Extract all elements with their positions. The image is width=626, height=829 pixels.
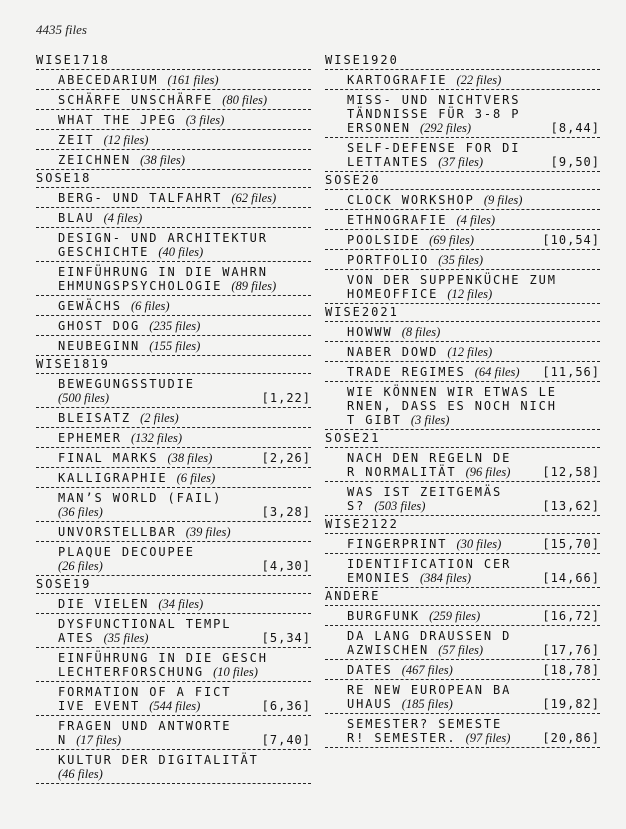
file-count: (69 files): [429, 233, 474, 247]
file-count: (235 files): [149, 319, 201, 333]
semester-group: [325, 516, 600, 588]
course-entry: [36, 109, 311, 129]
file-count: (64 files): [474, 365, 520, 379]
semester-heading: SOSE18: [36, 171, 92, 185]
page-range: [3,28]: [261, 505, 311, 519]
file-count: (132 files): [131, 431, 183, 445]
course-title: ABECEDARIUM: [58, 73, 159, 87]
page-range: [19,82]: [542, 697, 600, 711]
file-count: (38 files): [140, 153, 185, 167]
index-column: [325, 52, 600, 784]
course-title: RE NEW EUROPEAN BA UHAUS: [347, 683, 512, 711]
course-entry: [325, 659, 600, 679]
course-entry: [325, 713, 600, 748]
course-entry: [36, 467, 311, 487]
file-count: (155 files): [149, 339, 201, 353]
course-entry: [325, 89, 600, 137]
semester-heading: WISE1718: [36, 53, 110, 67]
course-title: DATES: [347, 663, 393, 677]
course-entry: [36, 261, 311, 295]
course-title: VON DER SUPPENKÜCHE ZUM HOMEOFFICE: [347, 273, 557, 301]
page-range: [14,66]: [542, 571, 600, 585]
file-count: (292 files): [420, 121, 472, 135]
file-count: (384 files): [420, 571, 472, 585]
course-entry: [36, 129, 311, 149]
file-count: (17 files): [76, 733, 122, 747]
course-title: BURGFUNK: [347, 609, 420, 623]
file-count: (12 files): [447, 345, 493, 359]
file-count: (6 files): [131, 299, 170, 313]
course-title: ETHNOGRAFIE: [347, 213, 448, 227]
course-title: BLEISATZ: [58, 411, 131, 425]
course-title: NABER DOWD: [347, 345, 439, 359]
course-title: DYSFUNCTIONAL TEMPL ATES: [58, 617, 232, 645]
course-title: NEUBEGINN: [58, 339, 141, 353]
semester-group: [325, 588, 600, 748]
course-entry: [325, 625, 600, 659]
course-title: SCHÄRFE UNSCHÄRFE: [58, 93, 214, 107]
course-title: PLAQUE DECOUPEE: [58, 545, 195, 559]
semester-heading: SOSE19: [36, 577, 92, 591]
course-entry: [36, 593, 311, 613]
page-range: [20,86]: [542, 731, 600, 745]
file-count: (89 files): [231, 279, 277, 293]
course-entry: [36, 681, 311, 715]
course-entry: [36, 69, 311, 89]
course-title: DA LANG DRAUSSEN D AZWISCHEN: [347, 629, 512, 657]
course-entry: [325, 361, 600, 381]
semester-heading: WISE1920: [325, 53, 399, 67]
course-entry: [325, 269, 600, 304]
index-column: [36, 52, 311, 784]
course-title: GEWÄCHS: [58, 299, 122, 313]
course-title: NACH DEN REGELN DE R NORMALITÄT: [347, 451, 512, 479]
file-count: (12 files): [103, 133, 149, 147]
semester-group: [325, 52, 600, 172]
file-count: (4 files): [456, 213, 496, 227]
course-entry: [36, 749, 311, 784]
course-entry: [325, 381, 600, 430]
course-title: DIE VIELEN: [58, 597, 150, 611]
course-entry: [36, 187, 311, 207]
semester-group: [36, 52, 311, 170]
file-count: (46 files): [58, 767, 103, 781]
course-entry: [325, 229, 600, 249]
course-title: KARTOGRAFIE: [347, 73, 448, 87]
course-title: MAN’S WORLD (FAIL): [58, 491, 223, 505]
file-count: (38 files): [167, 451, 213, 465]
course-title: DESIGN- UND ARCHITEKTUR GESCHICHTE: [58, 231, 268, 259]
course-title: FRAGEN UND ANTWORTE N: [58, 719, 232, 747]
page-range: [18,78]: [542, 663, 600, 677]
course-entry: [325, 679, 600, 713]
course-entry: [36, 315, 311, 335]
file-count: (2 files): [140, 411, 179, 425]
course-entry: [325, 447, 600, 481]
course-entry: [36, 407, 311, 427]
semester-group: [36, 170, 311, 356]
course-entry: [36, 149, 311, 170]
course-entry: [36, 427, 311, 447]
course-entry: [36, 89, 311, 109]
course-entry: [325, 341, 600, 361]
course-title: GHOST DOG: [58, 319, 141, 333]
page-range: [8,44]: [550, 121, 600, 135]
course-title: SEMESTER? SEMESTE R! SEMESTER.: [347, 717, 503, 745]
page-range: [11,56]: [542, 365, 600, 379]
course-title: BLAU: [58, 211, 95, 225]
semester-group: [325, 172, 600, 304]
semester-group: [36, 356, 311, 576]
index-columns: [36, 52, 626, 784]
file-count: (503 files): [374, 499, 426, 513]
semester-group: [325, 304, 600, 430]
file-count: (3 files): [410, 413, 450, 427]
course-title: BEWEGUNGSSTUDIE: [58, 377, 195, 391]
file-count: (97 files): [465, 731, 511, 745]
semester-heading: SOSE21: [325, 431, 381, 445]
course-entry: [325, 69, 600, 89]
course-entry: [325, 189, 600, 209]
course-entry: [36, 613, 311, 647]
semester-heading: WISE2021: [325, 305, 399, 319]
course-title: ZEIT: [58, 133, 95, 147]
file-count: (22 files): [456, 73, 502, 87]
total-files: 4435 files: [36, 22, 87, 37]
file-count: (9 files): [483, 193, 523, 207]
file-count: (10 files): [213, 665, 258, 679]
course-title: WAS IST ZEITGEMÄS S?: [347, 485, 503, 513]
course-entry: [36, 335, 311, 356]
file-count: (3 files): [185, 113, 225, 127]
file-count: (34 files): [158, 597, 204, 611]
course-title: WHAT THE JPEG: [58, 113, 177, 127]
course-entry: [36, 227, 311, 261]
semester-heading: SOSE20: [325, 173, 381, 187]
page-range: [2,26]: [261, 451, 311, 465]
course-title: UNVORSTELLBAR: [58, 525, 177, 539]
file-count: (6 files): [176, 471, 216, 485]
course-entry: [325, 553, 600, 588]
course-entry: [325, 209, 600, 229]
file-count: (37 files): [438, 155, 484, 169]
course-entry: [36, 447, 311, 467]
course-title: ZEICHNEN: [58, 153, 131, 167]
page-range: [7,40]: [261, 733, 311, 747]
page-range: [15,70]: [542, 537, 600, 551]
page-range: [10,54]: [542, 233, 600, 247]
course-title: FINAL MARKS: [58, 451, 159, 465]
course-entry: [36, 521, 311, 541]
course-entry: [36, 295, 311, 315]
page-range: [4,30]: [261, 559, 311, 573]
course-title: KULTUR DER DIGITALITÄT: [58, 753, 259, 767]
file-count: (500 files): [58, 391, 110, 405]
file-count: (62 files): [231, 191, 277, 205]
semester-group: [36, 576, 311, 784]
file-count: (161 files): [167, 73, 219, 87]
course-title: HOWWW: [347, 325, 393, 339]
file-count: (4 files): [103, 211, 143, 225]
file-count: (80 files): [222, 93, 268, 107]
course-title: EPHEMER: [58, 431, 122, 445]
file-count: (57 files): [438, 643, 484, 657]
file-count: (35 files): [438, 253, 484, 267]
file-count: (30 files): [456, 537, 502, 551]
course-title: POOLSIDE: [347, 233, 420, 247]
course-title: WIE KÖNNEN WIR ETWAS LE RNEN, DASS ES NOCH NICH T GIBT: [347, 385, 557, 427]
course-title: PORTFOLIO: [347, 253, 430, 267]
semester-heading: WISE1819: [36, 357, 110, 371]
semester-heading: ANDERE: [325, 589, 381, 603]
semester-group: [325, 430, 600, 516]
course-title: FORMATION OF A FICT IVE EVENT: [58, 685, 232, 713]
course-title: IDENTIFICATION CER EMONIES: [347, 557, 512, 585]
course-entry: [36, 487, 311, 521]
course-title: FINGERPRINT: [347, 537, 448, 551]
page-range: [17,76]: [542, 643, 600, 657]
file-count: (185 files): [401, 697, 453, 711]
course-entry: [325, 533, 600, 553]
course-entry: [325, 249, 600, 269]
file-count: (36 files): [58, 505, 103, 519]
page-range: [5,34]: [261, 631, 311, 645]
course-title: EINFÜHRUNG IN DIE WAHRN EHMUNGSPSYCHOLOGIE: [58, 265, 268, 293]
course-entry: [36, 373, 311, 407]
course-entry: [325, 137, 600, 172]
course-entry: [36, 647, 311, 681]
page-range: [12,58]: [542, 465, 600, 479]
course-title: SELF-DEFENSE FOR DI LETTANTES: [347, 141, 521, 169]
course-entry: [36, 207, 311, 227]
file-count: (467 files): [401, 663, 453, 677]
page-range: [13,62]: [542, 499, 600, 513]
course-title: TRADE REGIMES: [347, 365, 466, 379]
course-title: MISS- UND NICHTVERS TÄNDNISSE FÜR 3-8 P ERSONEN: [347, 93, 521, 135]
page-range: [9,50]: [550, 155, 600, 169]
file-count: (12 files): [447, 287, 493, 301]
course-title: CLOCK WORKSHOP: [347, 193, 475, 207]
course-title: BERG- UND TALFAHRT: [58, 191, 223, 205]
course-title: EINFÜHRUNG IN DIE GESCH LECHTERFORSCHUNG: [58, 651, 268, 679]
course-entry: [325, 605, 600, 625]
file-count: (40 files): [158, 245, 204, 259]
semester-heading: WISE2122: [325, 517, 399, 531]
file-count: (259 files): [429, 609, 481, 623]
file-count: (96 files): [465, 465, 511, 479]
file-count: (39 files): [185, 525, 231, 539]
course-entry: [325, 321, 600, 341]
page-range: [1,22]: [261, 391, 311, 405]
file-count: (544 files): [149, 699, 201, 713]
file-count: (8 files): [401, 325, 441, 339]
file-count: (26 files): [58, 559, 103, 573]
course-title: KALLIGRAPHIE: [58, 471, 168, 485]
file-count: (35 files): [103, 631, 149, 645]
page-range: [6,36]: [261, 699, 311, 713]
page-range: [16,72]: [542, 609, 600, 623]
course-entry: [36, 715, 311, 749]
course-entry: [36, 541, 311, 576]
course-entry: [325, 481, 600, 516]
